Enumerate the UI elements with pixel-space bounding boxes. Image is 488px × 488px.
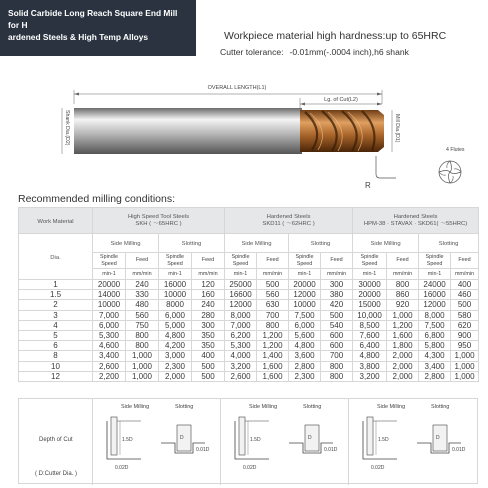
group-1-header: High Speed Tool Steels SKH ( ～65HRC ) [93,208,225,234]
unit-feed: mm/min [257,269,289,280]
value-cell: 1,000 [387,310,419,320]
g1-slot-spindle-speed: Spindle Speed [159,253,192,269]
end-view-icon [439,161,461,183]
value-cell: 240 [126,280,159,290]
g2-spindle-speed: Spindle Speed [225,253,257,269]
value-cell: 160 [192,290,225,300]
spec-tolerance [220,47,409,57]
value-cell: 4,800 [289,341,321,351]
end-mill-drawing [0,70,488,196]
value-cell: 7,000 [93,310,126,320]
value-cell: 2,600 [93,361,126,371]
value-cell: 5,300 [93,330,126,340]
value-cell: 750 [126,320,159,330]
value-cell: 1,200 [257,330,289,340]
value-cell: 300 [321,280,353,290]
value-cell: 1,400 [257,351,289,361]
value-cell: 500 [192,371,225,381]
depth-diagram-group-2 [235,404,338,471]
value-cell: 1,200 [257,341,289,351]
dia-cell: 5 [19,330,93,340]
table-row [19,310,479,320]
value-cell: 6,000 [159,310,192,320]
value-cell: 1,600 [257,361,289,371]
dia-header: Dia. [19,234,93,280]
table-row [19,320,479,330]
value-cell: 700 [321,351,353,361]
side-milling-label: Side Milling [121,404,150,410]
value-cell: 12000 [225,300,257,310]
dia-cell: 1.5 [19,290,93,300]
title-box [0,0,196,56]
value-cell: 280 [192,310,225,320]
unit-rpm: min-1 [225,269,257,280]
value-cell: 7,500 [289,310,321,320]
value-cell: 3,400 [93,351,126,361]
value-cell: 560 [257,290,289,300]
unit-rpm: min-1 [353,269,387,280]
value-cell: 6,800 [419,330,451,340]
value-cell: 350 [192,341,225,351]
overall-length-label: OVERALL LENGTH(L1) [207,85,267,91]
value-cell: 25000 [225,280,257,290]
table-row [19,290,479,300]
unit-feed: mm/min [126,269,159,280]
value-cell: 2,000 [387,371,419,381]
spec-tolerance-label: Cutter tolerance: [220,47,284,57]
value-cell: 10000 [159,290,192,300]
cutter-dia-note: ( D:Cutter Dia. ) [35,471,78,477]
slot-d-label: D [436,435,440,441]
side-width-label: 0.02D [115,465,129,471]
table-row [19,361,479,371]
value-cell: 4,200 [159,341,192,351]
g2-feed: Feed [257,253,289,269]
dia-cell: 8 [19,351,93,361]
value-cell: 800 [257,320,289,330]
table-row [19,371,479,381]
slot-depth-label: 0.01D [196,447,210,453]
value-cell: 1,600 [387,330,419,340]
value-cell: 3,000 [159,351,192,361]
value-cell: 15000 [353,300,387,310]
unit-feed: mm/min [387,269,419,280]
side-width-label: 0.02D [371,465,385,471]
unit-rpm: min-1 [93,269,126,280]
side-depth-label: 1.5D [378,437,389,443]
value-cell: 800 [387,280,419,290]
side-milling-label: Side Milling [377,404,406,410]
title-line-2: ardened Steels & High Temp Alloys [8,32,149,42]
value-cell: 460 [451,290,479,300]
shank-dia-label: Shank Dia.(D2) [64,110,70,146]
value-cell: 8,500 [353,320,387,330]
depth-diagram-group-3 [363,404,466,471]
g3-slotting: Slotting [419,234,479,253]
table-row [19,280,479,290]
value-cell: 5,800 [419,341,451,351]
value-cell: 420 [321,300,353,310]
value-cell: 580 [451,310,479,320]
flutes-label: 4 Flutes [446,147,465,153]
value-cell: 330 [126,290,159,300]
value-cell: 3,200 [225,361,257,371]
value-cell: 500 [451,300,479,310]
side-milling-label: Side Milling [249,404,278,410]
value-cell: 14000 [93,290,126,300]
value-cell: 10,000 [353,310,387,320]
dia-cell: 10 [19,361,93,371]
value-cell: 3,800 [353,361,387,371]
value-cell: 1,000 [451,361,479,371]
value-cell: 1,200 [387,320,419,330]
value-cell: 560 [126,310,159,320]
value-cell: 4,800 [353,351,387,361]
table-row [19,351,479,361]
value-cell: 400 [192,351,225,361]
value-cell: 500 [321,310,353,320]
side-depth-label: 1.5D [122,437,133,443]
value-cell: 12000 [289,290,321,300]
value-cell: 10000 [289,300,321,310]
value-cell: 4,800 [159,330,192,340]
value-cell: 700 [257,310,289,320]
value-cell: 950 [451,341,479,351]
side-depth-label: 1.5D [250,437,261,443]
value-cell: 16600 [225,290,257,300]
unit-rpm: min-1 [419,269,451,280]
g3-side-milling: Side Milling [353,234,419,253]
unit-feed: mm/min [321,269,353,280]
unit-feed: mm/min [451,269,479,280]
value-cell: 3,200 [353,371,387,381]
value-cell: 630 [257,300,289,310]
value-cell: 240 [192,300,225,310]
value-cell: 2,800 [419,371,451,381]
value-cell: 5,000 [159,320,192,330]
value-cell: 3,400 [419,361,451,371]
value-cell: 2,000 [387,361,419,371]
g3-slot-feed: Feed [451,253,479,269]
value-cell: 1,600 [257,371,289,381]
g2-slot-feed: Feed [321,253,353,269]
dia-cell: 6 [19,341,93,351]
value-cell: 2,300 [159,361,192,371]
value-cell: 20000 [93,280,126,290]
unit-rpm: min-1 [159,269,192,280]
value-cell: 350 [192,330,225,340]
value-cell: 400 [451,280,479,290]
value-cell: 600 [321,341,353,351]
value-cell: 5,600 [289,330,321,340]
radius-label: R [365,181,371,190]
depth-of-cut-panel [18,398,478,484]
value-cell: 6,000 [93,320,126,330]
title-line-1: Solid Carbide Long Reach Square End Mill for H [8,8,178,30]
group-2-header: Hardened Steels SKD11 ( ～62HRC ) [225,208,353,234]
value-cell: 1,000 [126,371,159,381]
dia-cell: 1 [19,280,93,290]
value-cell: 7,500 [419,320,451,330]
value-cell: 4,300 [419,351,451,361]
value-cell: 24000 [419,280,451,290]
value-cell: 860 [387,290,419,300]
work-material-header: Work Material [19,208,93,234]
milling-conditions-table [18,207,479,382]
depth-diagram-group-1 [107,404,210,471]
slot-d-label: D [308,435,312,441]
table-row [19,330,479,340]
value-cell: 4,000 [225,351,257,361]
value-cell: 500 [257,280,289,290]
value-cell: 6,000 [289,320,321,330]
value-cell: 6,400 [353,341,387,351]
g1-feed: Feed [126,253,159,269]
value-cell: 2,200 [93,371,126,381]
slotting-label: Slotting [303,404,322,410]
value-cell: 900 [451,330,479,340]
value-cell: 380 [321,290,353,300]
slotting-label: Slotting [431,404,450,410]
value-cell: 800 [321,361,353,371]
dia-cell: 2 [19,300,93,310]
slotting-label: Slotting [175,404,194,410]
value-cell: 620 [451,320,479,330]
value-cell: 8,000 [419,310,451,320]
value-cell: 2,300 [289,371,321,381]
g1-slotting: Slotting [159,234,225,253]
value-cell: 16000 [159,280,192,290]
value-cell: 30000 [353,280,387,290]
dia-cell: 3 [19,310,93,320]
value-cell: 800 [126,330,159,340]
value-cell: 300 [192,320,225,330]
mill-dia-label: Mill Dia.(D1) [394,114,400,143]
value-cell: 7,000 [225,320,257,330]
value-cell: 5,300 [225,341,257,351]
value-cell: 2,800 [289,361,321,371]
depth-diagrams [19,399,479,485]
g2-side-milling: Side Milling [225,234,289,253]
value-cell: 2,600 [225,371,257,381]
value-cell: 920 [387,300,419,310]
value-cell: 20000 [353,290,387,300]
value-cell: 1,000 [126,351,159,361]
value-cell: 1,000 [126,361,159,371]
tool-shank [74,108,302,154]
unit-feed: mm/min [192,269,225,280]
value-cell: 4,600 [93,341,126,351]
slot-depth-label: 0.01D [324,447,338,453]
length-of-cut-label: Lg. of Cut(L2) [324,97,358,103]
g2-slotting: Slotting [289,234,353,253]
value-cell: 6,200 [225,330,257,340]
slot-depth-label: 0.01D [452,447,466,453]
section-title: Recommended milling conditions: [18,193,175,205]
value-cell: 120 [192,280,225,290]
dia-cell: 12 [19,371,93,381]
value-cell: 540 [321,320,353,330]
value-cell: 8000 [159,300,192,310]
spec-tolerance-value: -0.01mm(-.0004 inch),h6 shank [289,47,409,57]
g3-slot-spindle-speed: Spindle Speed [419,253,451,269]
value-cell: 10000 [93,300,126,310]
spec-hardness: Workpiece material high hardness:up to 65HRC [224,30,447,42]
value-cell: 12000 [419,300,451,310]
side-width-label: 0.02D [243,465,257,471]
value-cell: 500 [192,361,225,371]
slot-d-label: D [180,435,184,441]
depth-of-cut-label: Depth of Cut [39,437,73,443]
group-3-header: Hardened Steels HPM-38 · STAVAX · SKD61( ～55HRC) [353,208,479,234]
value-cell: 480 [126,300,159,310]
value-cell: 1,000 [451,371,479,381]
g3-feed: Feed [387,253,419,269]
value-cell: 600 [321,330,353,340]
value-cell: 7,600 [353,330,387,340]
value-cell: 8,000 [225,310,257,320]
value-cell: 800 [321,371,353,381]
value-cell: 2,000 [387,351,419,361]
value-cell: 16000 [419,290,451,300]
dia-cell: 4 [19,320,93,330]
table-row [19,300,479,310]
g1-side-milling: Side Milling [93,234,159,253]
g1-spindle-speed: Spindle Speed [93,253,126,269]
tool-flutes [300,110,384,152]
g2-slot-spindle-speed: Spindle Speed [289,253,321,269]
value-cell: 1,800 [387,341,419,351]
value-cell: 1,000 [451,351,479,361]
value-cell: 800 [126,341,159,351]
value-cell: 3,600 [289,351,321,361]
value-cell: 2,000 [159,371,192,381]
g3-spindle-speed: Spindle Speed [353,253,387,269]
table-row [19,341,479,351]
unit-rpm: min-1 [289,269,321,280]
g1-slot-feed: Feed [192,253,225,269]
value-cell: 20000 [289,280,321,290]
